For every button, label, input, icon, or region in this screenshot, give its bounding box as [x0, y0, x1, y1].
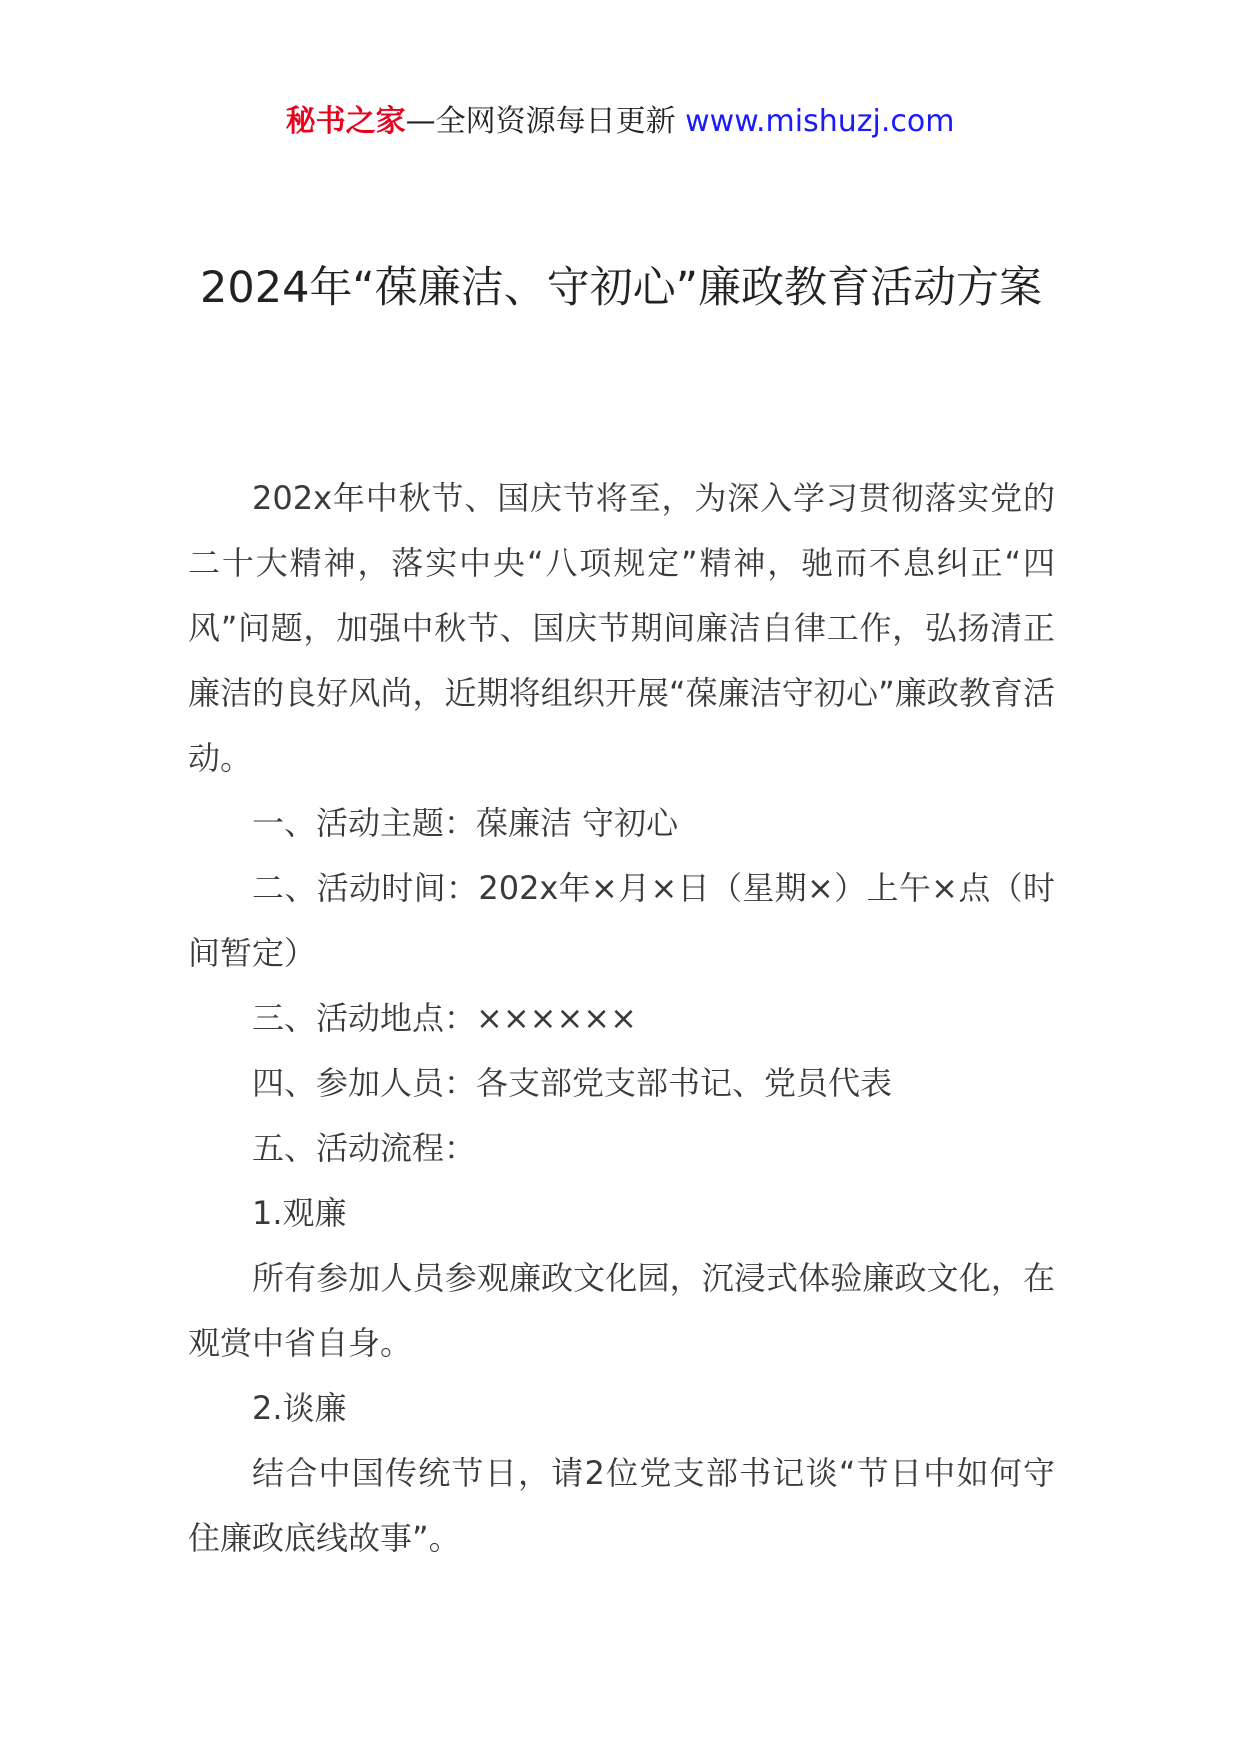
site-url-link[interactable]: www.mishuzj.com — [685, 104, 955, 139]
document-title: 2024年“葆廉洁、守初心”廉政教育活动方案 — [200, 263, 1042, 313]
activity-process-heading: 五、活动流程： — [252, 1129, 477, 1167]
step-1-text: 所有参加人员参观廉政文化园，沉浸式体验廉政文化，在观赏中省自身。 — [188, 1259, 1055, 1362]
site-header — [0, 100, 1240, 144]
step-2-heading: 2.谈廉 — [252, 1389, 347, 1427]
intro-paragraph: 202x年中秋节、国庆节将至，为深入学习贯彻落实党的二十大精神，落实中央“八项规定”精神，驰而不息纠正“四风”问题，加强中秋节、国庆节期间廉洁自律工作，弘扬清正廉洁的良好风尚，近期将组织开展“葆廉洁守初心”廉政教育活动。 — [188, 479, 1055, 777]
step-2-text: 结合中国传统节日，请2位党支部书记谈“节日中如何守住廉政底线故事”。 — [188, 1454, 1055, 1557]
step-1-heading: 1.观廉 — [252, 1194, 347, 1232]
header-tagline: —全网资源每日更新 — [405, 104, 676, 139]
activity-theme: 一、活动主题：葆廉洁 守初心 — [252, 804, 679, 842]
participants: 四、参加人员：各支部党支部书记、党员代表 — [252, 1064, 893, 1102]
document-body — [188, 466, 1055, 1571]
brand-name: 秘书之家 — [285, 104, 406, 139]
activity-location: 三、活动地点：×××××× — [252, 999, 637, 1037]
activity-time: 二、活动时间：202x年×月×日（星期×）上午×点（时间暂定） — [188, 869, 1055, 972]
